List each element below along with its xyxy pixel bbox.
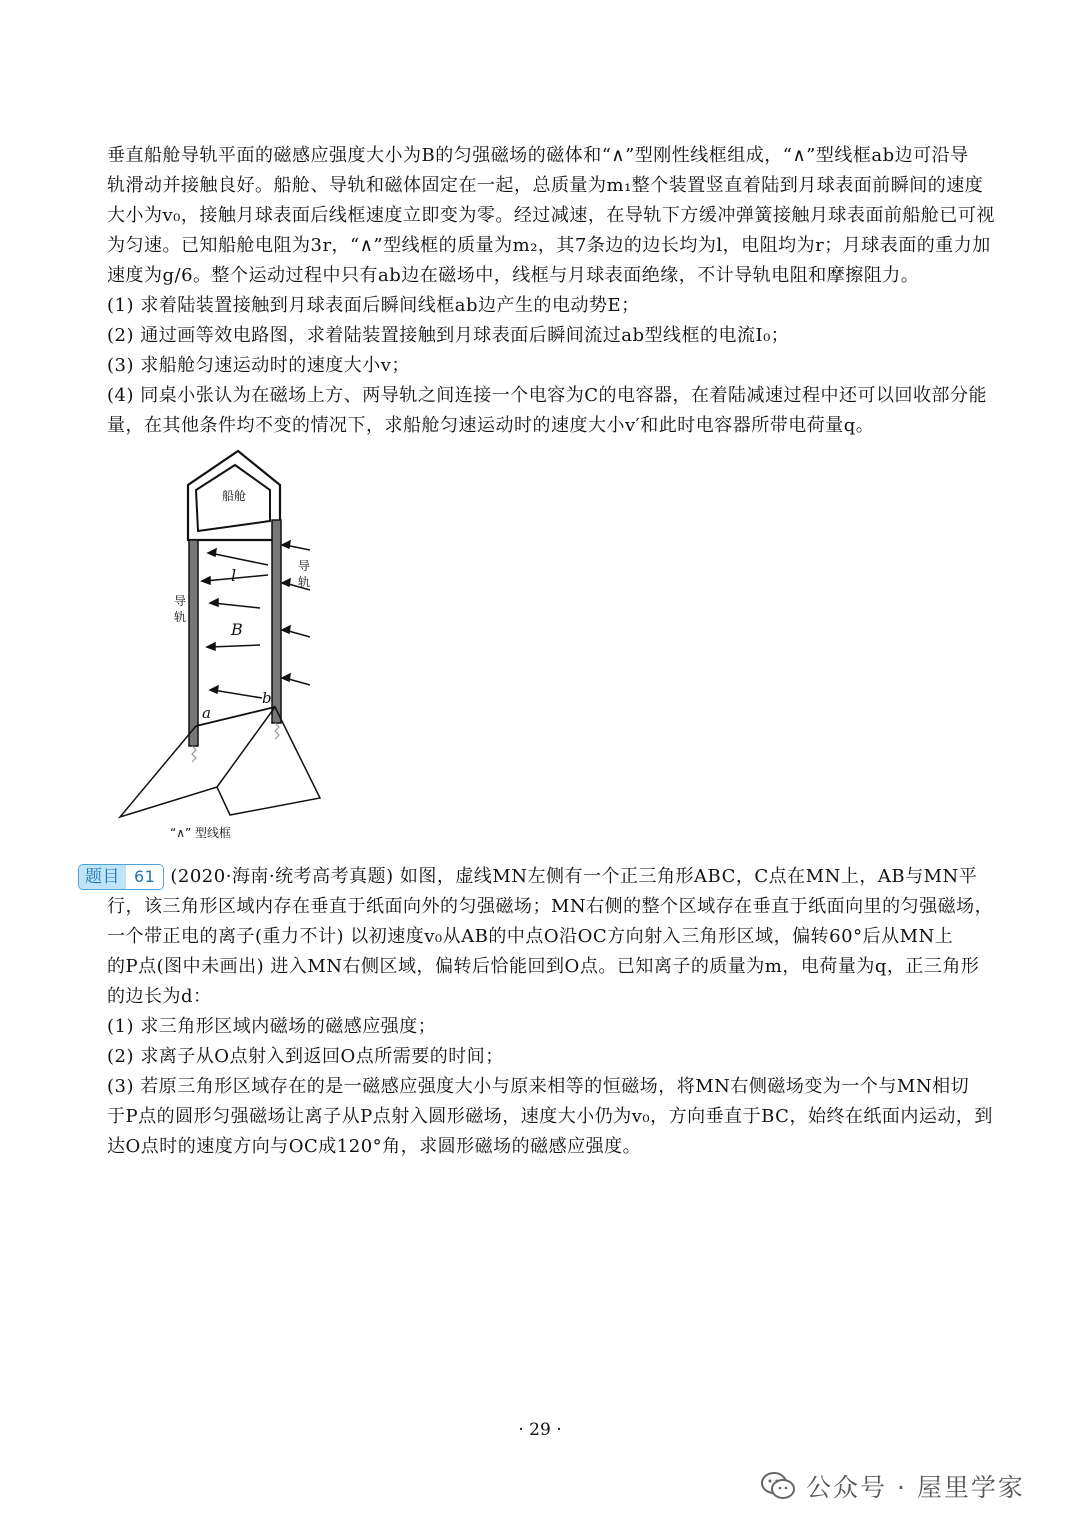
left-rail [189,540,198,746]
text-line: 的边长为d： [107,986,212,1007]
problem-tag [78,864,164,890]
length-label: l [231,566,237,585]
lambda-frame [120,707,320,817]
question-3: (3) 求船舱匀速运动时的速度大小v； [107,355,410,376]
question-3: (3) 若原三角形区域存在的是一磁感应强度大小与原来相等的恒磁场，将MN右侧磁场变为一个与MN相切 [107,1076,970,1097]
field-arrows [202,541,310,698]
landing-device-figure [110,445,340,845]
watermark [760,1464,1025,1508]
frame-label: “∧” 型线框 [170,826,232,840]
text-line [78,862,1008,892]
label-b: b [262,689,272,707]
text-line: 大小为v₀，接触月球表面后线框速度立即变为零。经过减速，在导轨下方缓冲弹簧接触月球表面前船舱已可视 [107,205,995,226]
problem-number: 61 [126,865,163,889]
problem-60-text [107,141,997,441]
problem-61 [78,862,1008,1162]
question-1: (1) 求着陆装置接触到月球表面后瞬间线框ab边产生的电动势E； [107,295,640,316]
cabin-label: 船舱 [222,489,247,503]
text-line: 速度为g/6。整个运动过程中只有ab边在磁场中，线框与月球表面绝缘，不计导轨电阻和摩擦阻力。 [107,265,920,286]
right-spring [275,723,279,739]
page-number: · 29 · [518,1420,562,1440]
watermark-text: 公众号 · 屋里学家 [806,1473,1025,1502]
left-rail-label: 导轨 [174,594,187,624]
problem-source-line: (2020·海南·统考高考真题) 如图，虚线MN左侧有一个正三角形ABC，C点在MN上，AB与MN平 [170,866,978,887]
question-2: (2) 求离子从O点射入到返回O点所需要的时间； [107,1046,504,1067]
question-3-cont: 达O点时的速度方向与OC成120°角，求圆形磁场的磁感应强度。 [107,1136,642,1157]
text-line: 为匀速。已知船舱电阻为3r，“∧”型线框的质量为m₂，其7条边的边长均为l，电阻均为r；月球表面的重力加 [107,235,991,256]
question-1: (1) 求三角形区域内磁场的磁感应强度； [107,1016,437,1037]
right-rail [272,520,281,723]
field-label: B [231,620,243,639]
text-line: 轨滑动并接触良好。船舱、导轨和磁体固定在一起，总质量为m₁整个装置竖直着陆到月球表面前瞬间的速度 [107,175,984,196]
wechat-icon [760,1471,796,1501]
text-line: 垂直船舱导轨平面的磁感应强度大小为B的匀强磁场的磁体和“∧”型刚性线框组成，“∧”型线框ab边可沿导 [107,145,969,166]
text-line: 的P点(图中未画出) 进入MN右侧区域，偏转后恰能回到O点。已知离子的质量为m，电荷量为q，正三角形 [107,956,980,977]
text-line: 行，该三角形区域内存在垂直于纸面向外的匀强磁场；MN右侧的整个区域存在垂直于纸面向里的匀强磁场， [107,896,994,917]
question-4: (4) 同桌小张认为在磁场上方、两导轨之间连接一个电容为C的电容器，在着陆减速过程中还可以回收部分能 [107,385,987,406]
label-a: a [202,704,211,722]
text-line: 一个带正电的离子(重力不计) 以初速度v₀从AB的中点O沿OC方向射入三角形区域，偏转60°后从MN上 [107,926,954,947]
left-spring [192,746,196,762]
question-2: (2) 通过画等效电路图，求着陆装置接触到月球表面后瞬间流过ab型线框的电流I₀； [107,325,790,346]
right-rail-label: 导轨 [298,559,311,589]
question-3-cont: 于P点的圆形匀强磁场让离子从P点射入圆形磁场，速度大小仍为v₀，方向垂直于BC，始终在纸面内运动，到 [107,1106,993,1127]
problem-tag-label: 题目 [79,865,126,889]
question-4-cont: 量，在其他条件均不变的情况下，求船舱匀速运动时的速度大小v′和此时电容器所带电荷量q。 [107,415,875,436]
